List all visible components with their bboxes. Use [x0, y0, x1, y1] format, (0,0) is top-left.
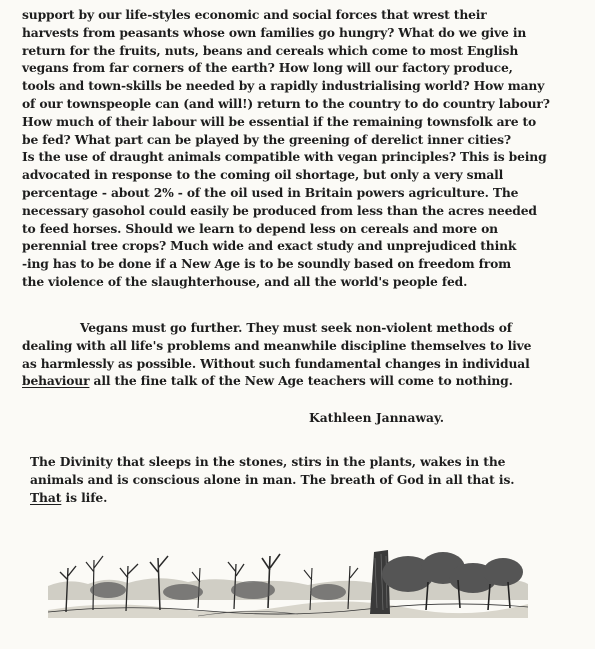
- text-line: Is the use of draught animals compatible with vegan principles? This is being: [22, 149, 547, 165]
- text-line: How much of their labour will be essential if the remaining townsfolk are to: [22, 113, 537, 129]
- quote-line: The Divinity that sleeps in the stones, stirs in the plants, wakes in the: [30, 454, 506, 469]
- text-line: percentage - about 2% - of the oil used in Britain powers agriculture. The: [22, 184, 519, 200]
- text-line: return for the fruits, nuts, beans and cereals which come to most English: [22, 42, 519, 58]
- essay-paragraph-2: [22, 319, 567, 390]
- text-line: necessary gasohol could easily be produced from less than the acres needed: [22, 202, 537, 218]
- text-line: vegans from far corners of the earth? How long will our factory produce,: [22, 60, 513, 76]
- text-line: the violence of the slaughterhouse, and all the world's people fed.: [22, 273, 468, 289]
- text-line: as harmlessly as possible. Without such fundamental changes in individual: [22, 355, 530, 371]
- text-line: dealing with all life's problems and meanwhile discipline themselves to live: [22, 337, 532, 353]
- text-line: be fed? What part can be played by the greening of derelict inner cities?: [22, 131, 511, 147]
- essay-paragraph-1: [22, 6, 567, 291]
- text-line: [22, 372, 567, 390]
- quote-line: animals and is conscious alone in man. The breath of God in all that is.: [30, 471, 515, 487]
- author-signature: Kathleen Jannaway.: [309, 410, 445, 425]
- woodland-illustration: [48, 538, 528, 618]
- underlined-word: That: [30, 489, 62, 505]
- text-line: advocated in response to the coming oil shortage, but only a very small: [22, 167, 504, 183]
- underlined-word: behaviour: [22, 373, 90, 389]
- text-line: tools and town-skills be needed by a rapidly industrialising world? How many: [22, 78, 545, 94]
- closing-quote: [30, 453, 565, 506]
- text-line: Vegans must go further. They must seek non-violent methods of: [80, 320, 512, 335]
- text-line: -ing has to be done if a New Age is to be soundly based on freedom from: [22, 256, 511, 272]
- text-line: harvests from peasants whose own families go hungry? What do we give in: [22, 24, 527, 40]
- text-fragment: is life.: [61, 489, 108, 505]
- text-line: support by our life-styles economic and social forces that wrest their: [22, 7, 487, 22]
- quote-line: [30, 489, 565, 507]
- text-fragment: all the fine talk of the New Age teachers will come to nothing.: [89, 373, 513, 389]
- text-line: to feed horses. Should we learn to depend less on cereals and more on: [22, 220, 498, 236]
- text-line: perennial tree crops? Much wide and exact study and unprejudiced think: [22, 238, 517, 254]
- text-line: of our townspeople can (and will!) return to the country to do country labour?: [22, 95, 550, 111]
